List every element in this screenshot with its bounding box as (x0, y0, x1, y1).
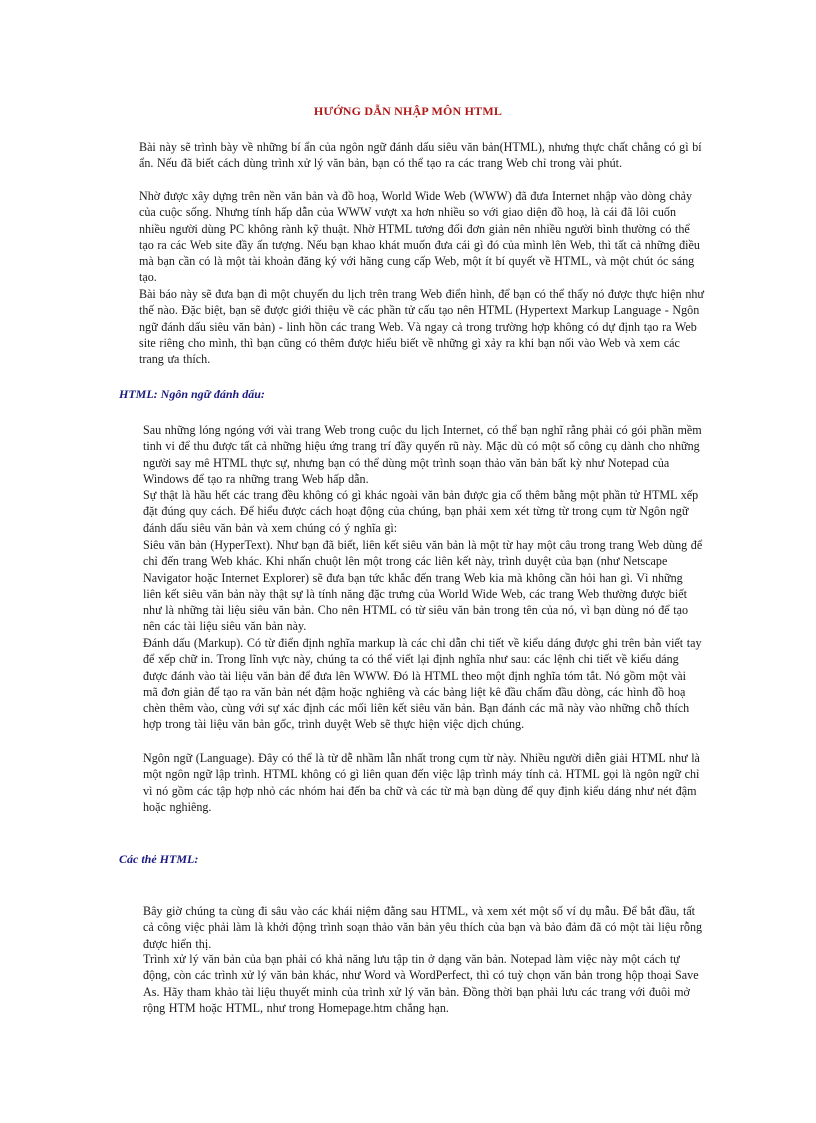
page-title: HƯỚNG DẪN NHẬP MÔN HTML (313, 104, 503, 118)
section-heading-html-markup: HTML: Ngôn ngữ đánh dấu: (119, 387, 265, 401)
intro-paragraph-1: Bài này sẽ trình bày về những bí ẩn của ngôn ngữ đánh dấu siêu văn bản(HTML), nhưng thực chất chẳng có gì bí ẩn. Nếu đã biết cách dùng trình xử lý văn bản, bạn có thể tạo ra các trang Web chỉ trong vài phút. (139, 140, 702, 171)
intro-paragraph-2: Nhờ được xây dựng trên nền văn bản và đồ hoạ, World Wide Web (WWW) đã đưa Internet nhập vào dòng chảy của cuộc sống. Nhưng tính hấp dẫn của WWW vượt xa hơn nhiều so với giao diện đồ hoạ, là cái đã lôi cuốn nhiều người dùng PC không rành kỹ thuật. Nhờ HTML tương đối đơn giản nên nhiều người bình thường có thể tạo ra các Web site đầy ấn tượng. Nếu bạn khao khát muốn đưa cái gì đó của mình lên Web, thì tất cả những điều mà bạn cần có là một tài khoản đăng ký với hãng cung cấp Web, một ít bí quyết về HTML, và một chút óc sáng tạo. (139, 189, 700, 285)
section2-paragraph-2: Trình xử lý văn bản của bạn phải có khả năng lưu tập tin ở dạng văn bản. Notepad làm việc này một cách tự động, còn các trình xử lý văn bản khác, như Word và WordPerfect, thì có tuỳ chọn văn bản trong hộp thoại Save As. Hãy tham khảo tài liệu thuyết minh của trình xử lý văn bản. Đồng thời bạn phải lưu các trang với đuôi mở rộng HTM hoặc HTML, như trong Homepage.htm chẳng hạn. (143, 952, 699, 1015)
section-heading-html-tags: Các thẻ HTML: (119, 852, 199, 866)
section2-paragraph-1: Bây giờ chúng ta cùng đi sâu vào các khái niệm đằng sau HTML, và xem xét một số ví dụ mẫu. Để bắt đầu, tất cả công việc phải làm là khởi động trình soạn thảo văn bản yêu thích của bạn và bảo đảm đã có một tài liệu rỗng được hiển thị. (143, 904, 703, 951)
section1-paragraph-markup: Đánh dấu (Markup). Có từ điển định nghĩa markup là các chỉ dẫn chi tiết về kiểu dáng được ghi trên bản viết tay để xếp chữ in. Trong lĩnh vực này, chúng ta có thể viết lại định nghĩa như sau: các lệnh chi tiết về kiểu dáng được đánh vào tài liệu văn bản để đưa lên WWW. Đó là HTML theo một định nghĩa tóm tắt. Nó gồm một vài mã đơn giản để tạo ra văn bản nét đậm hoặc nghiêng và các bảng liệt kê đầu chấm đầu dòng, các hình đồ hoạ chèn thêm vào, cùng với sự xác định các mối liên kết siêu văn bản. Bạn đánh các mã này vào những chỗ thích hợp trong tài liệu văn bản gốc, trình duyệt Web sẽ thực hiện việc dịch chúng. (143, 636, 702, 732)
section1-paragraph-1: Sau những lóng ngóng với vài trang Web trong cuộc du lịch Internet, có thể bạn nghĩ rằng phải có gói phần mềm tinh vi để thu được tất cả những hiệu ứng trang trí đầy quyến rũ này. Mặc dù có một số công cụ dành cho những người say mê HTML thực sự, nhưng bạn có thể dùng một trình soạn thảo văn bản bất kỳ như Notepad của Windows để tạo ra những trang Web hấp dẫn. (143, 423, 702, 486)
section1-paragraph-2: Sự thật là hầu hết các trang đều không có gì khác ngoài văn bản được gia cố thêm bằng một phần tử HTML xếp đặt đúng quy cách. Để hiểu được cách hoạt động của chúng, bạn phải xem xét từng từ trong cụm từ Ngôn ngữ đánh dấu siêu văn bản và xem chúng có ý nghĩa gì: (143, 488, 699, 535)
section1-paragraph-language: Ngôn ngữ (Language). Đây có thể là từ dễ nhầm lẫn nhất trong cụm từ này. Nhiều người diễn giải HTML như là một ngôn ngữ lập trình. HTML không có gì liên quan đến việc lập trình máy tính cả. HTML gọi là ngôn ngữ chỉ vì nó gồm các tập hợp nhỏ các nhóm hai đến ba chữ và các từ mà bạn dùng để quy định kiểu dáng như nét đậm hoặc nghiêng. (143, 751, 700, 814)
intro-paragraph-3: Bài báo này sẽ đưa bạn đi một chuyến du lịch trên trang Web điển hình, để bạn có thể thấy nó được thực hiện như thế nào. Đặc biệt, bạn sẽ được giới thiệu về các phần tử cấu tạo nên HTML (Hypertext Markup Language - Ngôn ngữ đánh dấu siêu văn bản) - linh hồn các trang Web. Và ngay cả trong trường hợp không có dự định tạo ra Web site riêng cho mình, thì bạn cũng có thêm được hiểu biết về những gì xảy ra khi bạn nối vào Web và xem các trang ưa thích. (139, 287, 704, 367)
section1-paragraph-hypertext: Siêu văn bản (HyperText). Như bạn đã biết, liên kết siêu văn bản là một từ hay một câu trong trang Web dùng để chỉ đến trang Web khác. Khi nhấn chuột lên một trong các liên kết này, trình duyệt của bạn (như Netscape Navigator hoặc Internet Explorer) sẽ đưa bạn tức khắc đến trang Web kia mà không cần hỏi han gì. Vì những liên kết siêu văn bản này thật sự là tính năng đặc trưng của World Wide Web, các trang Web thường được biết như là những tài liệu siêu văn bản. Cho nên HTML có từ siêu văn bản trong tên của nó, vì bạn dùng nó để tạo nên các tài liệu siêu văn bản này. (143, 538, 703, 634)
